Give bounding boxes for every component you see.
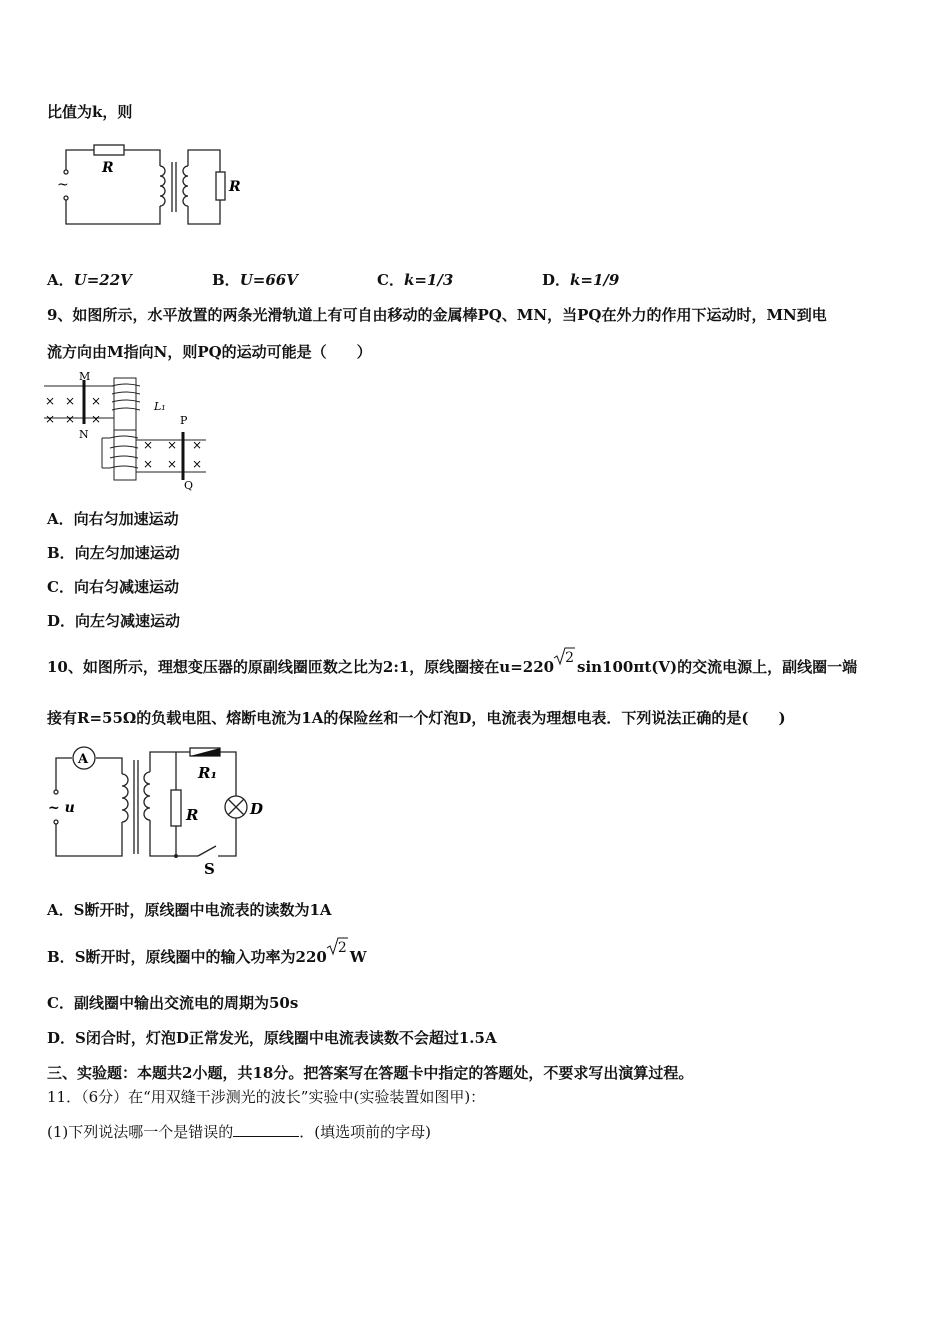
field-cross: × [192,457,203,471]
q10-source-label: ~ u [48,800,75,816]
field-cross: × [143,438,154,452]
q8-r2-label: R [229,179,241,195]
q9-rails-diagram [42,368,212,493]
option-text: k=1/3 [403,271,454,289]
q9-label-n: N [79,428,89,441]
field-cross: × [65,394,76,408]
q9-stem-line2: 流方向由M指向N，则PQ的运动可能是（ ） [47,343,372,361]
field-cross: × [143,457,154,471]
q8-option-c [377,270,453,290]
option-text: 向右匀加速运动 [73,510,179,528]
option-letter: D． [47,612,76,630]
q10-r-label: R [186,806,199,824]
option-letter: A． [47,901,74,919]
q9-label-coil: L₁ [154,400,166,413]
q10-transformer-circuit [48,742,278,877]
option-letter: B． [47,948,75,966]
q10-stem-line2: 接有R=55Ω的负载电阻、熔断电流为1A的保险丝和一个灯泡D，电流表为理想电表．下列说法正确的是( ) [47,709,786,727]
q9-stem-line1: 9、如图所示，水平放置的两条光滑轨道上有可自由移动的金属棒PQ、MN，当PQ在外力的作用下运动时，MN到电 [47,306,827,324]
q10-r1-label: R₁ [198,764,218,782]
q11-sub1-tail: ．(填选项前的字母) [299,1123,431,1141]
option-letter: D． [542,271,571,289]
option-letter: C． [47,578,74,596]
option-letter: A． [47,271,74,289]
q8-option-a [47,270,132,290]
q11-sub1-text: (1)下列说法哪一个是错误的 [47,1123,234,1141]
q8-option-b [212,270,298,290]
q10-option-a [47,900,332,920]
q10-d-label: D [250,800,264,818]
q10-stem-part1: 10、如图所示，理想变压器的原副线圈匝数之比为2:1，原线圈接在u=220 [47,658,555,676]
q8-transformer-diagram [52,140,252,230]
field-cross: × [45,412,56,426]
option-text: S闭合时，灯泡D正常发光，原线圈中电流表读数不会超过1.5A [75,1029,497,1047]
answer-blank[interactable] [233,1122,299,1137]
q8-option-d [542,270,619,290]
option-text: k=1/9 [570,271,620,289]
q10-s-label: S [204,860,215,878]
field-cross: × [167,457,178,471]
q10-option-c [47,993,298,1013]
option-text: 向右匀减速运动 [73,578,179,596]
q9-option-a [47,509,179,529]
q10-stem-part2: sin100πt(V)的交流电源上，副线圈一端 [577,658,858,676]
q9-label-p: P [180,414,188,427]
field-cross: × [65,412,76,426]
option-letter: B． [212,271,240,289]
option-letter: A． [47,510,74,528]
sqrt-radicand: 2 [565,650,574,666]
q8-resistor-primary [94,145,124,155]
q11-sub1 [47,1122,431,1142]
option-text: 副线圈中输出交流电的周期为50s [73,994,299,1012]
q9-option-b [47,543,180,563]
q11-stem: 11．（6分）在“用双缝干涉测光的波长”实验中(实验装置如图甲)： [47,1088,486,1106]
field-cross: × [91,394,102,408]
q10-ammeter-label: A [78,752,89,767]
field-cross: × [192,438,203,452]
option-letter: B． [47,544,75,562]
q9-option-c [47,577,179,597]
sqrt-radicand: 2 [337,940,347,956]
option-text: S断开时，原线圈中的输入功率为220 [74,948,327,966]
option-letter: C． [47,994,74,1012]
q10-resistor-r [171,790,181,826]
q9-label-m: M [79,370,91,383]
q10-option-b [47,940,367,968]
option-text-unit: W [349,948,367,966]
field-cross: × [167,438,178,452]
option-letter: D． [47,1029,76,1047]
option-text: S断开时，原线圈中电流表的读数为1A [73,901,332,919]
q10-option-d [47,1028,497,1048]
q10-stem-line1 [47,650,858,678]
q9-option-d [47,611,180,631]
option-text: 向左匀减速运动 [75,612,181,630]
sqrt-symbol [329,940,347,968]
option-text: U=22V [73,271,132,289]
q8-ac-source-label: ~ [57,177,69,193]
option-text: U=66V [239,271,298,289]
intro-line: 比值为k，则 [47,103,133,121]
field-cross: × [91,412,102,426]
option-text: 向左匀加速运动 [74,544,180,562]
q8-resistor-secondary [216,172,225,200]
q9-label-q: Q [184,479,194,492]
q8-r1-label: R [102,160,114,176]
field-cross: × [45,394,56,408]
option-letter: C． [377,271,404,289]
section-3-title: 三、实验题：本题共2小题，共18分。把答案写在答题卡中指定的答题处，不要求写出演算过程。 [47,1064,694,1082]
sqrt-symbol [556,650,574,678]
